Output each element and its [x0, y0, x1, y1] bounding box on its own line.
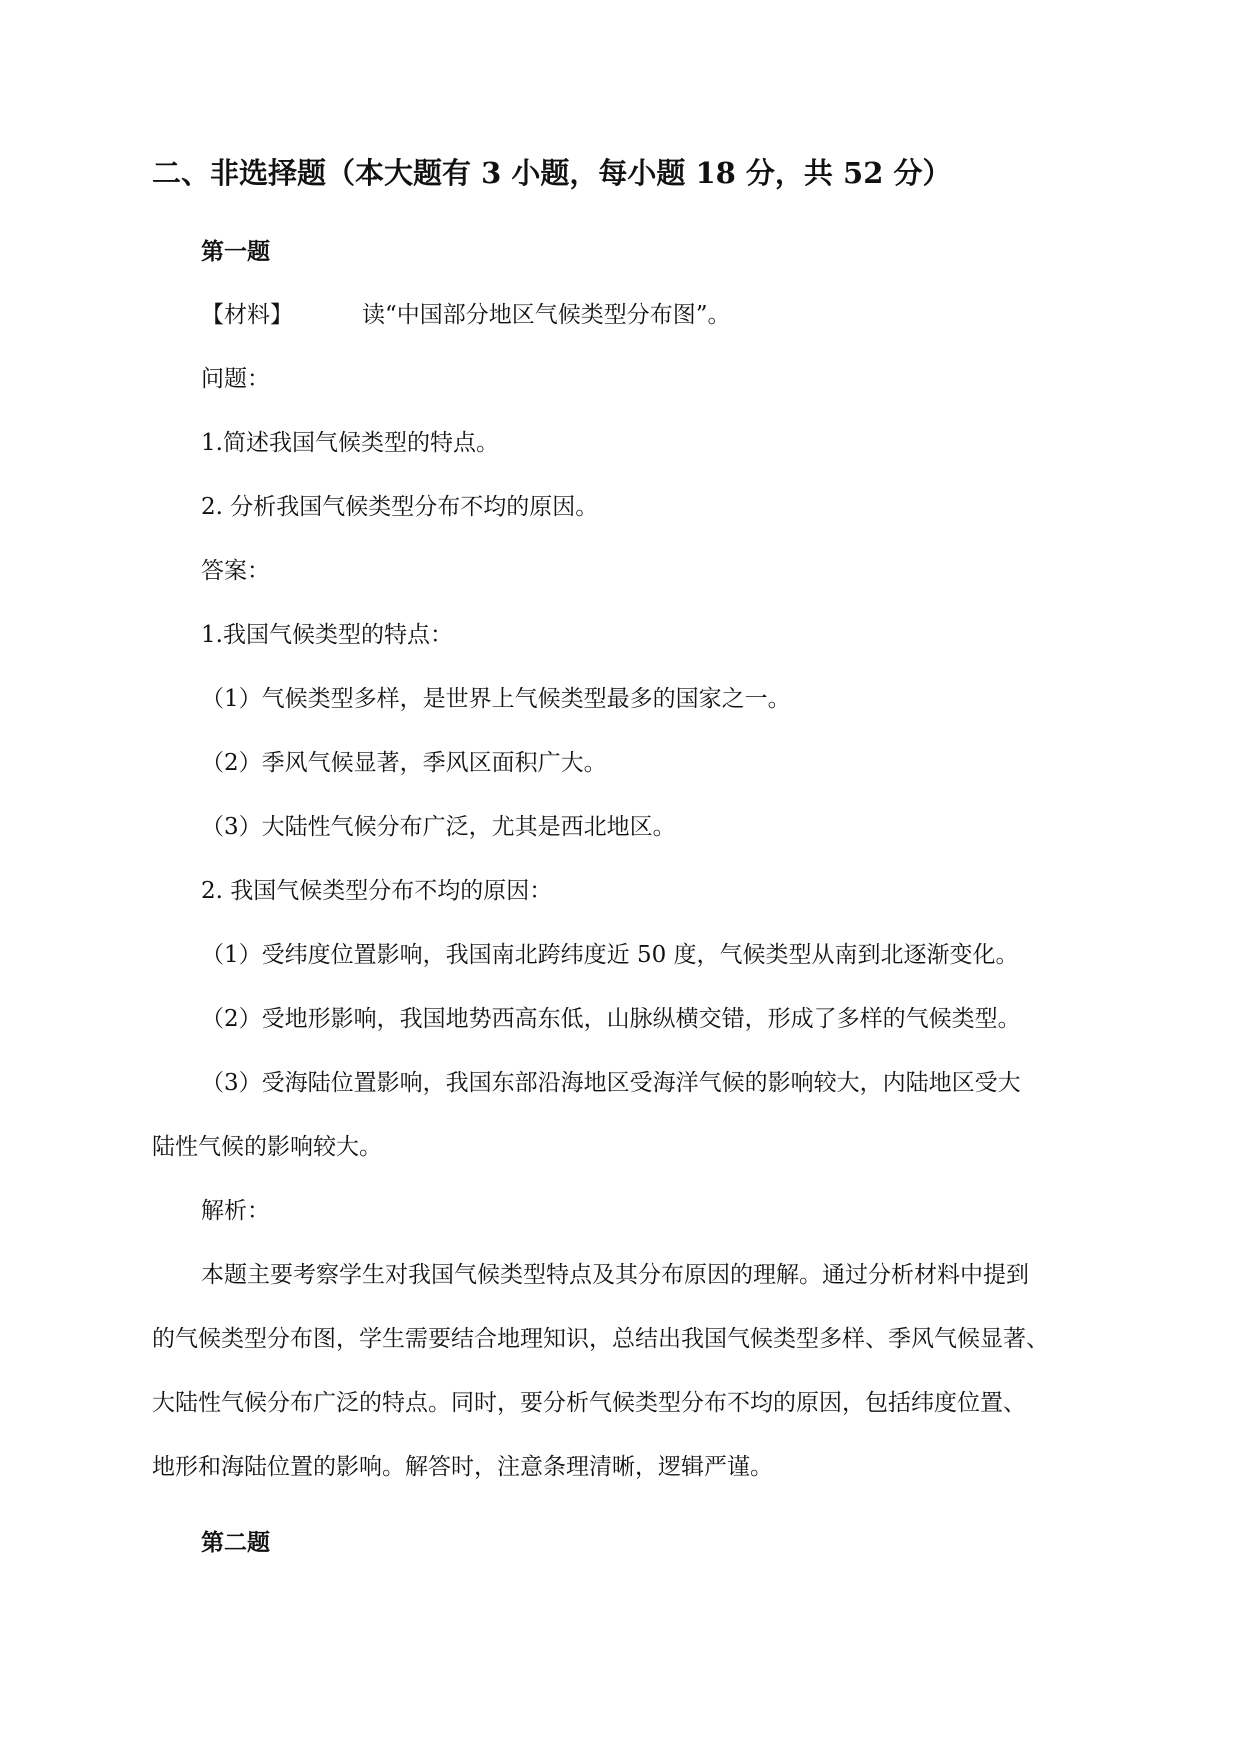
- answer-label: 答案：: [201, 558, 270, 584]
- answer-item: （2）季风气候显著，季风区面积广大。: [201, 750, 607, 776]
- analysis-line: 的气候类型分布图，学生需要结合地理知识，总结出我国气候类型多样、季风气候显著、: [152, 1326, 1049, 1352]
- question-2-heading: 第二题: [201, 1529, 270, 1556]
- question-1-heading: 第一题: [201, 238, 270, 265]
- analysis-line: 大陆性气候分布广泛的特点。同时，要分析气候类型分布不均的原因，包括纬度位置、: [152, 1390, 1026, 1416]
- answer-item: （1）受纬度位置影响，我国南北跨纬度近 50 度，气候类型从南到北逐渐变化。: [201, 942, 1019, 968]
- analysis-line: 地形和海陆位置的影响。解答时，注意条理清晰，逻辑严谨。: [152, 1454, 773, 1480]
- material-label: 【材料】: [201, 302, 293, 328]
- answer-item: （1）气候类型多样，是世界上气候类型最多的国家之一。: [201, 686, 791, 712]
- analysis-line: 本题主要考察学生对我国气候类型特点及其分布原因的理解。通过分析材料中提到: [201, 1262, 1029, 1288]
- analysis-label: 解析：: [201, 1198, 270, 1224]
- answer-item-continued: 陆性气候的影响较大。: [152, 1134, 382, 1160]
- answer-item: （3）大陆性气候分布广泛，尤其是西北地区。: [201, 814, 676, 840]
- questions-label: 问题：: [201, 366, 270, 392]
- question-item: 1.简述我国气候类型的特点。: [201, 430, 499, 456]
- answer-item: （3）受海陆位置影响，我国东部沿海地区受海洋气候的影响较大，内陆地区受大: [201, 1070, 1021, 1096]
- section-title: 二、非选择题（本大题有 3 小题，每小题 18 分，共 52 分）: [152, 156, 952, 190]
- answer-part2-title: 2. 我国气候类型分布不均的原因：: [201, 878, 553, 904]
- answer-item: （2）受地形影响，我国地势西高东低，山脉纵横交错，形成了多样的气候类型。: [201, 1006, 1021, 1032]
- material-text: 读“中国部分地区气候类型分布图”。: [362, 302, 731, 328]
- answer-part1-title: 1.我国气候类型的特点：: [201, 622, 453, 648]
- question-item: 2. 分析我国气候类型分布不均的原因。: [201, 494, 599, 520]
